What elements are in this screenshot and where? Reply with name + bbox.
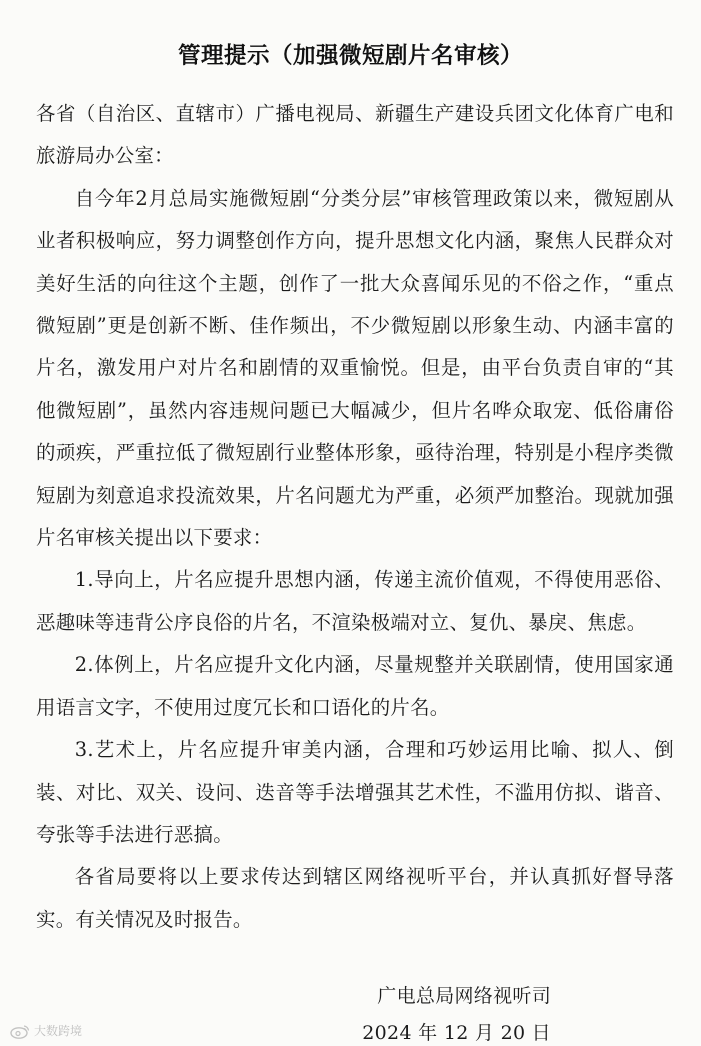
document-title: 管理提示（加强微短剧片名审核） [177, 43, 523, 69]
weibo-logo-icon [10, 1023, 30, 1039]
paragraph-requirement-2: 2.体例上，片名应提升文化内涵，尽量规整并关联剧情，使用国家通用语言文字，不使用过度冗长和口语化的片名。 [36, 653, 674, 719]
paragraph-requirement-3: 3.艺术上，片名应提升审美内涵，合理和巧妙运用比喻、拟人、倒装、对比、双关、设问、迭音等手法增强其艺术性，不滥用仿拟、谐音、夸张等手法进行恶搞。 [36, 738, 674, 846]
paragraph-requirement-1: 1.导向上，片名应提升思想内涵，传递主流价值观，不得使用恶俗、恶趣味等违背公序良俗的片名，不渲染极端对立、复仇、暴戾、焦虑。 [36, 568, 674, 634]
watermark [10, 1022, 82, 1039]
paragraph-closing: 各省局要将以上要求传达到辖区网络视听平台，并认真抓好督导落实。有关情况及时报告。 [36, 865, 674, 931]
addressee: 各省（自治区、直辖市）广播电视局、新疆生产建设兵团文化体育广电和旅游局办公室： [36, 102, 674, 168]
document-body [36, 93, 674, 941]
paragraph-intro: 自今年2月总局实施微短剧“分类分层”审核管理政策以来，微短剧从业者积极响应，努力调整创作方向，提升思想文化内涵，聚焦人民群众对美好生活的向往这个主题，创作了一批大众喜闻乐见的不俗之作，“重点微短剧”更是创新不断、佳作频出，不少微短剧以形象生动、内涵丰富的片名，激发用户对片名和剧情的双重愉悦。但是，由平台负责自审的“其他微短剧”，虽然内容违规问题已大幅减少，但片名哗众取宠、低俗庸俗的顽疾，严重拉低了微短剧行业整体形象，亟待治理，特别是小程序类微短剧为刻意追求投流效果，片名问题尤为严重，必须严加整治。现就加强片名审核关提出以下要求： [36, 186, 674, 550]
document-date: 2024 年 12 月 20 日 [362, 1022, 551, 1044]
watermark-text: 大数跨境 [34, 1024, 83, 1038]
signature: 广电总局网络视听司 [377, 985, 551, 1007]
